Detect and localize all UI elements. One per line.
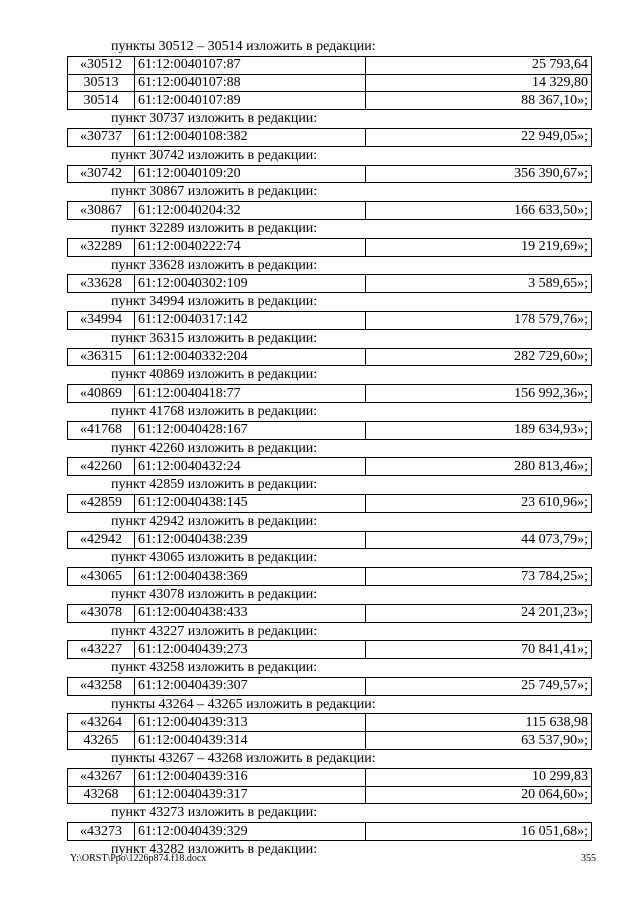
table-row	[68, 531, 592, 549]
section-heading: пункт 43065 изложить в редакции:	[111, 550, 318, 566]
value-cell: 73 784,25»;	[366, 568, 592, 586]
value-cell: 178 579,76»;	[366, 311, 592, 329]
section-heading: пункт 43282 изложить в редакции:	[111, 842, 318, 858]
item-number-cell: «30867	[68, 202, 135, 220]
cadastral-number-cell: 61:12:0040439:329	[135, 823, 366, 841]
value-cell: 115 638,98	[366, 714, 592, 732]
table-row	[68, 768, 592, 786]
cadastral-number-cell: 61:12:0040432:24	[135, 458, 366, 476]
section-heading: пункт 40869 изложить в редакции:	[111, 367, 318, 383]
cadastral-number-cell: 61:12:0040222:74	[135, 238, 366, 256]
table-row	[68, 494, 592, 512]
cadastral-number-cell: 61:12:0040439:313	[135, 714, 366, 732]
section-heading: пункт 43227 изложить в редакции:	[111, 623, 318, 639]
item-number-cell: 43265	[68, 732, 135, 750]
item-number-cell: «43078	[68, 604, 135, 622]
table-row	[68, 128, 592, 146]
table-row	[68, 823, 592, 841]
section-heading: пункт 30867 изложить в редакции:	[111, 184, 318, 200]
data-table	[67, 56, 592, 110]
data-table	[67, 238, 592, 257]
table-row	[68, 385, 592, 403]
table-row	[68, 348, 592, 366]
value-cell: 88 367,10»;	[366, 92, 592, 110]
value-cell: 189 634,93»;	[366, 421, 592, 439]
section-heading: пункт 30742 изложить в редакции:	[111, 147, 318, 163]
cadastral-number-cell: 61:12:0040438:433	[135, 604, 366, 622]
cadastral-number-cell: 61:12:0040439:317	[135, 786, 366, 804]
value-cell: 23 610,96»;	[366, 494, 592, 512]
cadastral-number-cell: 61:12:0040109:20	[135, 165, 366, 183]
item-number-cell: «42942	[68, 531, 135, 549]
table-row	[68, 202, 592, 220]
cadastral-number-cell: 61:12:0040428:167	[135, 421, 366, 439]
section-heading: пункты 30512 – 30514 изложить в редакции:	[111, 39, 376, 54]
cadastral-number-cell: 61:12:0040107:88	[135, 74, 366, 92]
cadastral-number-cell: 61:12:0040438:145	[135, 494, 366, 512]
item-number-cell: 43268	[68, 786, 135, 804]
table-row	[68, 275, 592, 293]
cadastral-number-cell: 61:12:0040438:239	[135, 531, 366, 549]
footer-file-path: Y:\ORST\Ppo\1226p874.f18.docx	[70, 853, 207, 864]
section-heading: пункт 43078 изложить в редакции:	[111, 586, 318, 602]
document-body	[67, 38, 592, 859]
value-cell: 10 299,83	[366, 768, 592, 786]
section-heading: пункт 30737 изложить в редакции:	[111, 111, 318, 127]
item-number-cell: «36315	[68, 348, 135, 366]
cadastral-number-cell: 61:12:0040107:89	[135, 92, 366, 110]
data-table	[67, 165, 592, 184]
table-row	[68, 165, 592, 183]
item-number-cell: «30742	[68, 165, 135, 183]
table-row	[68, 421, 592, 439]
table-row	[68, 458, 592, 476]
section-heading: пункты 43267 – 43268 изложить в редакции:	[111, 751, 376, 767]
data-table	[67, 677, 592, 696]
value-cell: 22 949,05»;	[366, 128, 592, 146]
section-heading: пункт 33628 изложить в редакции:	[111, 257, 318, 273]
table-row	[68, 604, 592, 622]
item-number-cell: «30512	[68, 56, 135, 74]
section-heading: пункт 43258 изложить в редакции:	[111, 660, 318, 676]
section-heading: пункт 32289 изложить в редакции:	[111, 220, 318, 236]
data-table	[67, 567, 592, 586]
cadastral-number-cell: 61:12:0040302:109	[135, 275, 366, 293]
data-table	[67, 348, 592, 367]
section-heading: пункт 42859 изложить в редакции:	[111, 477, 318, 493]
item-number-cell: «43258	[68, 677, 135, 695]
value-cell: 14 329,80	[366, 74, 592, 92]
table-row	[68, 238, 592, 256]
item-number-cell: 30513	[68, 74, 135, 92]
table-row	[68, 786, 592, 804]
value-cell: 156 992,36»;	[366, 385, 592, 403]
item-number-cell: «33628	[68, 275, 135, 293]
item-number-cell: «43065	[68, 568, 135, 586]
data-table	[67, 274, 592, 293]
value-cell: 24 201,23»;	[366, 604, 592, 622]
table-row	[68, 92, 592, 110]
section-heading: пункт 41768 изложить в редакции:	[111, 403, 318, 419]
table-row	[68, 56, 592, 74]
data-table	[67, 311, 592, 330]
item-number-cell: «42859	[68, 494, 135, 512]
value-cell: 166 633,50»;	[366, 202, 592, 220]
data-table	[67, 384, 592, 403]
table-row	[68, 677, 592, 695]
table-row	[68, 74, 592, 92]
data-table	[67, 640, 592, 659]
section-heading: пункт 34994 изложить в редакции:	[111, 294, 318, 310]
table-row	[68, 732, 592, 750]
data-table	[67, 713, 592, 750]
cadastral-number-cell: 61:12:0040438:369	[135, 568, 366, 586]
table-row	[68, 568, 592, 586]
item-number-cell: «43227	[68, 641, 135, 659]
cadastral-number-cell: 61:12:0040107:87	[135, 56, 366, 74]
value-cell: 63 537,90»;	[366, 732, 592, 750]
cadastral-number-cell: 61:12:0040418:77	[135, 385, 366, 403]
value-cell: 70 841,41»;	[366, 641, 592, 659]
item-number-cell: «30737	[68, 128, 135, 146]
item-number-cell: «43264	[68, 714, 135, 732]
item-number-cell: «34994	[68, 311, 135, 329]
value-cell: 19 219,69»;	[366, 238, 592, 256]
table-row	[68, 311, 592, 329]
cadastral-number-cell: 61:12:0040439:316	[135, 768, 366, 786]
section-heading: пункт 36315 изложить в редакции:	[111, 330, 318, 346]
item-number-cell: «32289	[68, 238, 135, 256]
section-heading: пункты 43264 – 43265 изложить в редакции:	[111, 696, 376, 712]
data-table	[67, 531, 592, 550]
cadastral-number-cell: 61:12:0040108:382	[135, 128, 366, 146]
cadastral-number-cell: 61:12:0040317:142	[135, 311, 366, 329]
section-heading: пункт 42260 изложить в редакции:	[111, 440, 318, 456]
value-cell: 16 051,68»;	[366, 823, 592, 841]
value-cell: 3 589,65»;	[366, 275, 592, 293]
item-number-cell: «40869	[68, 385, 135, 403]
cadastral-number-cell: 61:12:0040332:204	[135, 348, 366, 366]
cadastral-number-cell: 61:12:0040439:307	[135, 677, 366, 695]
section-heading: пункт 42942 изложить в редакции:	[111, 513, 318, 529]
data-table	[67, 421, 592, 440]
item-number-cell: «42260	[68, 458, 135, 476]
item-number-cell: «41768	[68, 421, 135, 439]
data-table	[67, 494, 592, 513]
value-cell: 20 064,60»;	[366, 786, 592, 804]
data-table	[67, 128, 592, 147]
cadastral-number-cell: 61:12:0040439:314	[135, 732, 366, 750]
value-cell: 356 390,67»;	[366, 165, 592, 183]
value-cell: 25 749,57»;	[366, 677, 592, 695]
section-heading: пункт 43273 изложить в редакции:	[111, 805, 318, 821]
cadastral-number-cell: 61:12:0040439:273	[135, 641, 366, 659]
value-cell: 25 793,64	[366, 56, 592, 74]
table-row	[68, 641, 592, 659]
item-number-cell: 30514	[68, 92, 135, 110]
item-number-cell: «43267	[68, 768, 135, 786]
data-table	[67, 822, 592, 841]
data-table	[67, 457, 592, 476]
value-cell: 282 729,60»;	[366, 348, 592, 366]
table-row	[68, 714, 592, 732]
data-table	[67, 604, 592, 623]
data-table	[67, 201, 592, 220]
value-cell: 44 073,79»;	[366, 531, 592, 549]
data-table	[67, 768, 592, 805]
item-number-cell: «43273	[68, 823, 135, 841]
value-cell: 280 813,46»;	[366, 458, 592, 476]
cadastral-number-cell: 61:12:0040204:32	[135, 202, 366, 220]
page-number: 355	[581, 853, 596, 864]
